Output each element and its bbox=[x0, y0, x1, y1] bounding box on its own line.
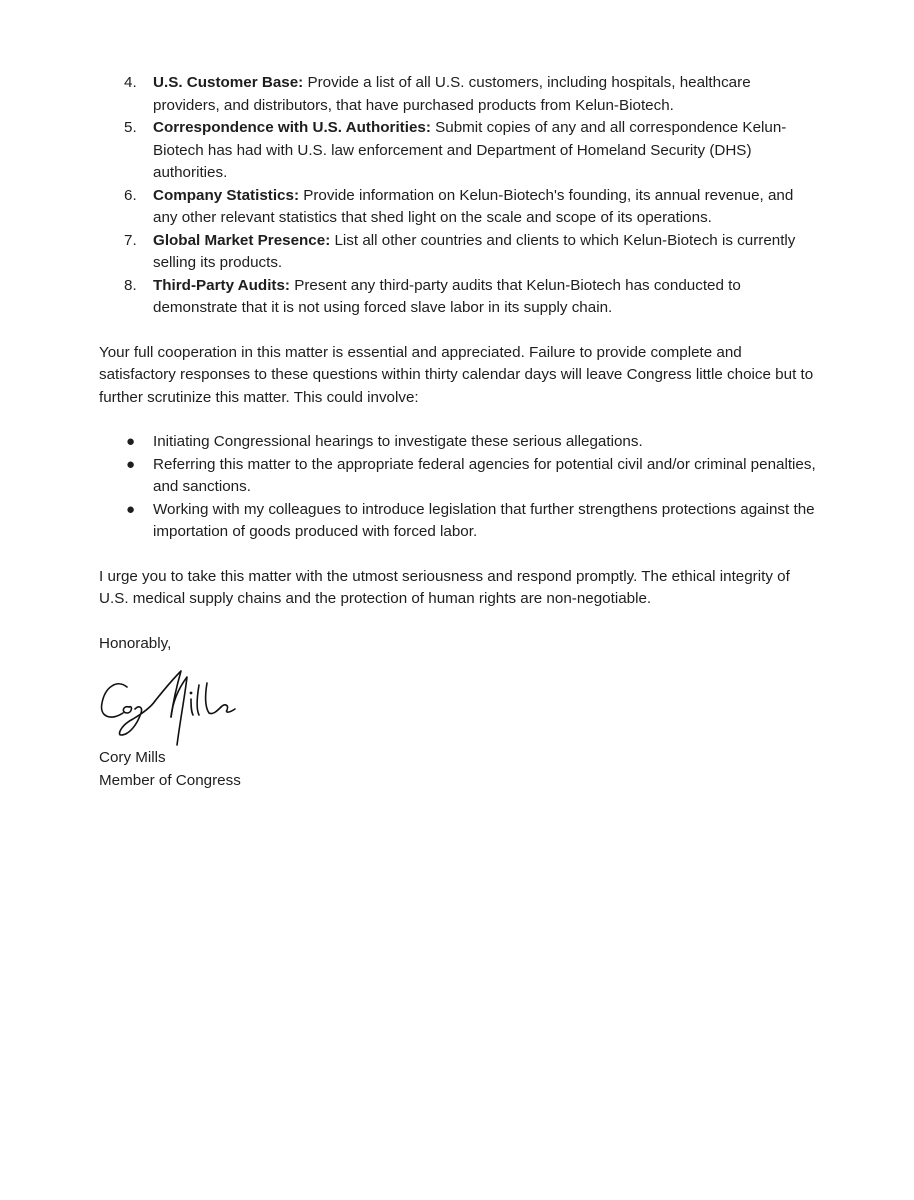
bullet-icon: ● bbox=[126, 433, 136, 450]
request-number: 4. bbox=[124, 74, 137, 91]
signer-name: Cory Mills bbox=[99, 749, 166, 766]
consequence-text: Working with my colleagues to introduce legislation that further strengthens protections against the importation of goods produced with forced labor. bbox=[153, 500, 815, 540]
request-label: Third-Party Audits: bbox=[153, 276, 290, 294]
request-label: Company Statistics: bbox=[153, 186, 300, 204]
request-text: Provide a list of all U.S. customers, including hospitals, healthcare providers, and distributors, that have purchased products from Kelun-Biotech. bbox=[153, 74, 751, 114]
sign-off: Honorably, bbox=[99, 634, 172, 652]
bullet-icon: ● bbox=[126, 455, 136, 473]
request-number: 8. bbox=[124, 276, 137, 294]
request-number: 6. bbox=[124, 186, 137, 204]
signer-title: Member of Congress bbox=[99, 771, 241, 789]
request-list bbox=[99, 72, 819, 320]
handwritten-signature bbox=[99, 655, 299, 747]
request-text: List all other countries and clients to which Kelun-Biotech is currently selling its products. bbox=[153, 231, 796, 271]
request-text: Present any third-party audits that Kelun-Biotech has conducted to demonstrate that it is not using forced slave labor in its supply chain. bbox=[153, 276, 741, 316]
request-item bbox=[99, 275, 819, 320]
letter-body bbox=[99, 72, 819, 792]
request-item bbox=[99, 230, 819, 275]
cooperation-paragraph: Your full cooperation in this matter is essential and appreciated. Failure to provide complete and satisfactory responses to these questions within thirty calendar days will leave Congress little choice but to further scrutinize this matter. This could involve: bbox=[99, 343, 814, 406]
bullet-icon: ● bbox=[126, 500, 136, 518]
request-number: 5. bbox=[124, 119, 137, 136]
consequence-list bbox=[99, 431, 819, 544]
request-number: 7. bbox=[124, 231, 137, 249]
request-label: U.S. Customer Base: bbox=[153, 74, 304, 91]
request-label: Correspondence with U.S. Authorities: bbox=[153, 119, 431, 136]
closing-paragraph: I urge you to take this matter with the utmost seriousness and respond promptly. The ethical integrity of U.S. medical supply chains and the protection of human rights are non-negotiable. bbox=[99, 567, 790, 607]
request-item bbox=[99, 72, 819, 117]
request-item bbox=[99, 185, 819, 230]
consequence-item bbox=[99, 431, 819, 454]
consequence-text: Referring this matter to the appropriate federal agencies for potential civil and/or criminal penalties, and sanctions. bbox=[153, 455, 816, 495]
consequence-item bbox=[99, 499, 819, 544]
request-text: Provide information on Kelun-Biotech's founding, its annual revenue, and any other relevant statistics that shed light on the scale and scope of its operations. bbox=[153, 186, 794, 226]
consequence-text: Initiating Congressional hearings to investigate these serious allegations. bbox=[153, 433, 643, 450]
request-text: Submit copies of any and all correspondence Kelun-Biotech has had with U.S. law enforcement and Department of Homeland Security (DHS) authorities. bbox=[153, 119, 787, 181]
request-item bbox=[99, 117, 819, 185]
request-label: Global Market Presence: bbox=[153, 231, 331, 249]
consequence-item bbox=[99, 454, 819, 499]
